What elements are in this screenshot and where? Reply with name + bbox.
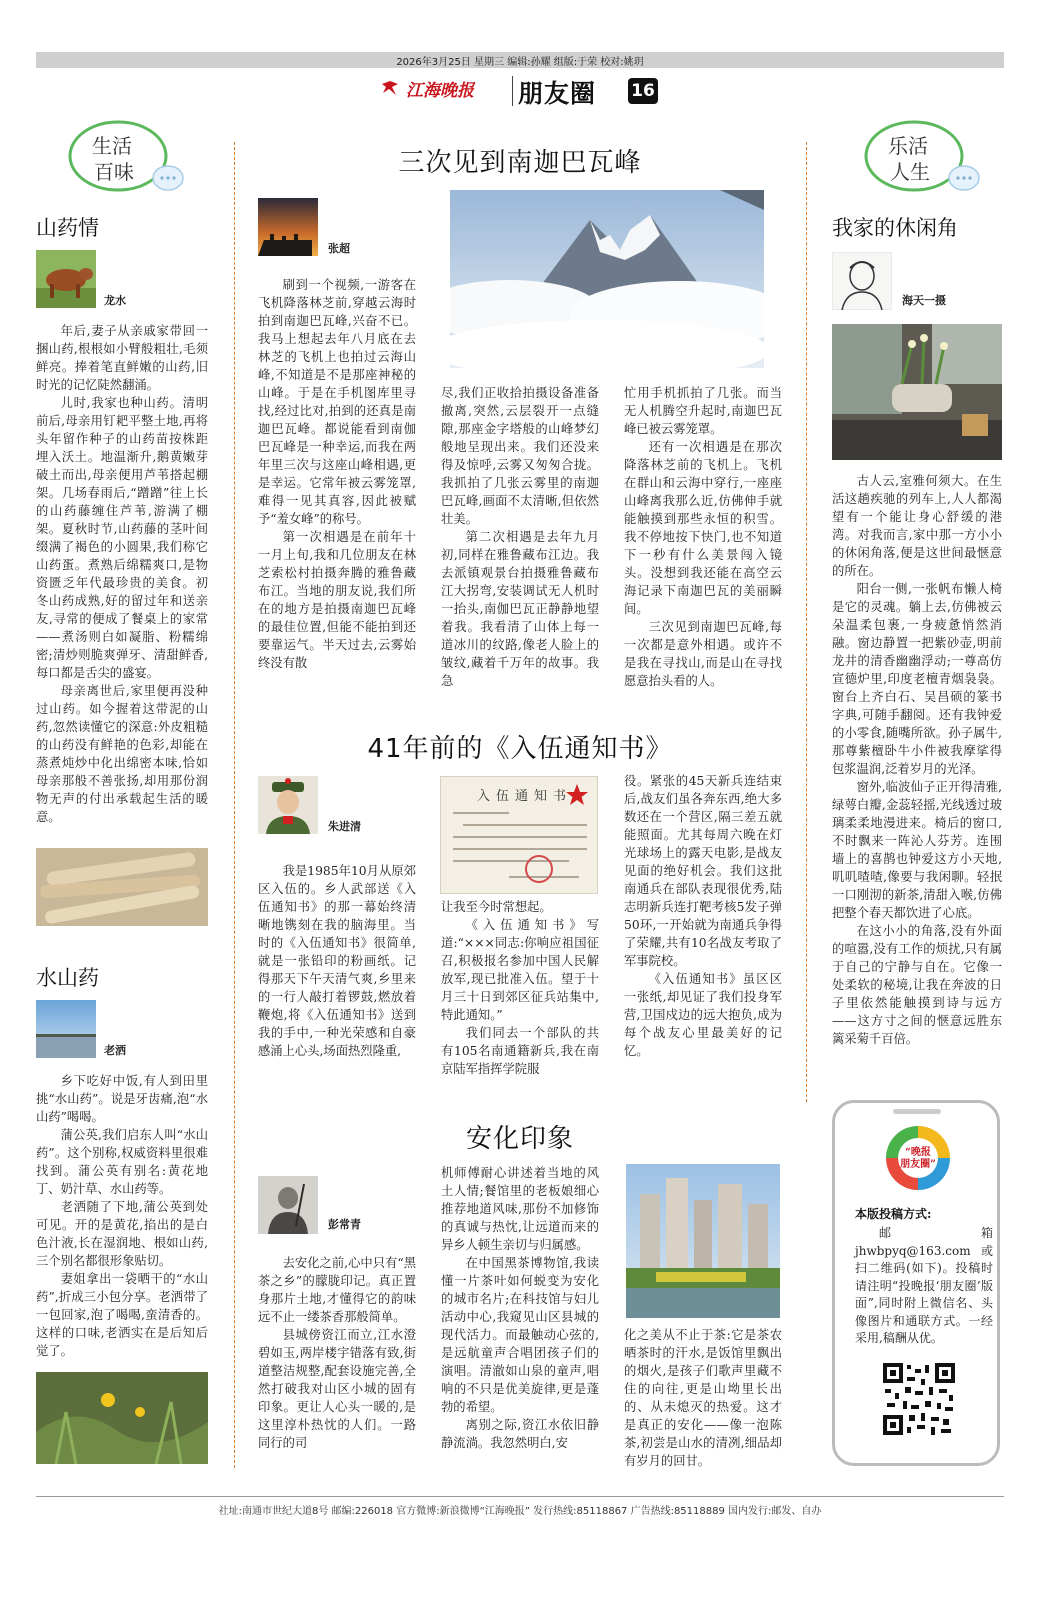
paragraph: 《入伍通知书》写道:“×××同志:你响应祖国征召,积极报名参加中国人民解放军,现已批准入伍。望于十月三十日到郊区征兵站集中,特此通知。”: [441, 918, 599, 1022]
paragraph: 阳台一侧,一张帆布懒人椅是它的灵魂。躺上去,仿佛被云朵温柔包裹,一身疲惫悄然消融。窗边静置一把紫砂壶,明前龙井的清香幽幽浮动;一尊高仿宣德炉里,印度老檀青烟袅袅。窗台上齐白石、吴昌硕的篆书字典,可随手翻阅。还有我钟爱的小零食,随嘴所欲。孙子属牛,那尊紫檀卧牛小件被我摩挲得包浆温润,泛着岁月的光泽。: [832, 582, 1002, 776]
photo-anhua-town: [626, 1164, 780, 1318]
photo-leisure-corner: [832, 324, 1002, 460]
author-zhangchao: 张超: [328, 242, 350, 255]
column-divider-right: [806, 142, 807, 1102]
story1-column-2: [441, 384, 599, 690]
paragraph: 三次见到南迦巴瓦峰,每一次都是意外相遇。或许不是我在寻找山,而是山在寻找愿意抬头看的人。: [624, 620, 782, 688]
paragraph: 儿时,我家也种山药。清明前后,母亲用钉耙平整土地,再将头年留作种子的山药苗按株距埋入沃土。地温渐升,鹅黄嫩芽破土而出,母亲便用芦苇搭起棚架。几场春雨后,“蹭蹭”往上长的山药藤缠住芦苇,游满了棚架。夏秋时节,山药藤的茎叶间缀满了褐色的小圆果,我们称它山药蛋。煮熟后绵糯爽口,是物资匮乏年代最珍贵的美食。初冬山药成熟,好的留过年和送亲友,寻常的便成了餐桌上的家常——煮汤则白如凝脂、粉糯绵密;清炒则脆爽弹牙、清甜鲜香,每口都是舌尖的盛宴。: [36, 396, 208, 680]
headline-enlistment-notice: 41年前的《入伍通知书》: [367, 734, 673, 764]
paragraph: 乡下吃好中饭,有人到田里挑“水山药”。说是牙齿痛,泡“水山药”喝喝。: [36, 1074, 208, 1124]
story2-column-1: [258, 862, 416, 1060]
photo-enlistment-letter: [440, 776, 598, 894]
paragraph: 妻姐拿出一袋晒干的“水山药”,折成三小包分享。老洒带了一包回家,泡了喝喝,蛮清香的。这样的口味,老洒实在是后知后觉了。: [36, 1272, 208, 1358]
masthead-divider: [512, 76, 513, 106]
paragraph: 去安化之前,心中只有“黑茶之乡”的朦胧印记。真正置身那片土地,才懂得它的韵味远不止一缕茶香那般简单。: [258, 1256, 416, 1324]
author-zhujinqing: 朱进清: [328, 820, 361, 833]
qr-code-icon[interactable]: [881, 1361, 957, 1437]
story3-column-3: [624, 1326, 782, 1470]
avatar-longshui: [36, 250, 96, 308]
story2-column-2: [441, 898, 599, 1078]
letter-text-lines: [449, 807, 591, 887]
paragraph: 机师傅耐心讲述着当地的风土人情;餐馆里的老板娘细心推荐地道风味,那份不加修饰的真诚与热忱,让远道而来的异乡人顿生亲切与归属感。: [441, 1166, 599, 1252]
column-divider-left: [234, 142, 235, 1468]
headline-namcha-barwa: 三次见到南迦巴瓦峰: [398, 148, 642, 178]
story1-column-1: [258, 276, 416, 672]
red-star-icon: [565, 783, 589, 807]
story2-column-3: [624, 772, 782, 1060]
paragraph: 我是1985年10月从原郊区入伍的。乡人武部送《入伍通知书》的那一幕始终清晰地镌刻在我的脑海里。当时的《入伍通知书》很简单,就是一张铅印的粉画纸。记得那天下午天清气爽,乡里来的一行人敲打着锣鼓,燃放着鞭炮,将《入伍通知书》送到我的手中,一种光荣感和自豪感涌上心头,场面热烈隆重,: [258, 864, 416, 1058]
article-title-water-yam: 水山药: [36, 966, 99, 990]
badge-life-flavor: [66, 118, 170, 192]
headline-anhua: 安化印象: [465, 1124, 574, 1154]
paragraph: 在这小小的角落,没有外面的喧嚣,没有工作的烦扰,只有属于自己的宁静与自在。它像一处柔软的秘境,让我在奔波的日子里依然能触摸到诗与远方——这方寸之间的惬意远胜东篱采菊千百倍。: [832, 924, 1002, 1046]
avatar-haitian: [832, 252, 892, 310]
photo-yams: [36, 848, 208, 926]
paragraph: 年后,妻子从亲戚家带回一捆山药,根根如小臂般粗壮,毛须鲜亮。捧着笔直鲜嫩的山药,旧时光的记忆陡然翻涌。: [36, 324, 208, 392]
badge-line-1: 生活: [92, 134, 132, 158]
story1-column-3: [624, 384, 782, 690]
author-longshui: 龙水: [104, 294, 126, 307]
paragraph: 尽,我们正收拾拍摄设备准备撤离,突然,云层裂开一点缝隙,那座金字塔般的山峰梦幻般地呈现出来。我们还没来得及惊呼,云雾又匆匆合拢。我抓拍了几张云雾里的南迦巴瓦峰,画面不太清晰,但依然壮美。: [441, 386, 599, 526]
badge-line-2: 人生: [890, 160, 930, 184]
article-body-water-yam: [36, 1072, 208, 1360]
qr-label-1: “晚报: [905, 1147, 931, 1158]
qr-label-2: 朋友圈”: [900, 1159, 936, 1170]
contribute-text: 邮箱jhwbpyq@163.com或扫二维码(如下)。投稿时请注明“投晚报‘朋友圈’版面”,同时附上微信名、头像图片和通联方式。一经采用,稿酬从优。: [855, 1226, 993, 1345]
contribution-box: [832, 1100, 1000, 1466]
avatar-zhangchao: [258, 198, 318, 256]
contribute-body: [855, 1225, 993, 1348]
avatar-zhujinqing: [258, 776, 318, 834]
author-haitian: 海天一摄: [902, 294, 946, 307]
footer-rule: [36, 1496, 1004, 1497]
paragraph: 我们同去一个部队的共有105名南通籍新兵,我在南京陆军指挥学院服: [441, 1026, 599, 1076]
header-info: 2026年3月25日 星期三 编辑:孙耀 组版:于荣 校对:姚玥: [396, 57, 644, 68]
paper-name: 江海晚报: [406, 81, 474, 101]
paragraph: 在中国黑茶博物馆,我读懂一片茶叶如何蜕变为安化的城市名片;在科技馆与妇儿活动中心,我窥见山区县城的现代活力。而最触动心弦的,是远航童声合唱团孩子们的演唱。清澈如山泉的童声,唱响的不只是优美旋律,更是蓬勃的希望。: [441, 1256, 599, 1414]
paragraph: 老洒随了下地,蒲公英到处可见。开的是黄花,掐出的是白色汁液,长在湿润地、根如山药,三个别名都很形象贴切。: [36, 1200, 208, 1268]
article-title-yam: 山药情: [36, 216, 99, 240]
article-body-yam: [36, 322, 208, 826]
paragraph: 母亲离世后,家里便再没种过山药。如今握着这带泥的山药,忽然读懂它的深意:外皮粗糙的山药没有鲜艳的色彩,却能在蒸煮炖炒中化出绵密本味,恰如母亲那般不善张扬,却用那份润物无声的付出承载起生活的暖意。: [36, 684, 208, 824]
paragraph: 离别之际,资江水依旧静静流淌。我忽然明白,安: [441, 1418, 599, 1450]
story3-column-2: [441, 1164, 599, 1452]
paragraph: 《入伍通知书》虽区区一张纸,却见证了我们投身军营,卫国戍边的远大抱负,成为每个战友心里最美好的记忆。: [624, 972, 782, 1058]
contribute-title: 本版投稿方式:: [855, 1207, 932, 1221]
paragraph: 窗外,临波仙子正开得清雅,绿萼白瓣,金蕊轻摇,光线透过玻璃柔柔地漫进来。椅后的窗口,不时飘来一阵沁人芬芳。连围墙上的喜鹊也钟爱这方小天地,叽叽喳喳,像要与我闲聊。轻抿一口刚沏的新茶,清甜入喉,仿佛把整个春天都饮进了心底。: [832, 780, 1002, 920]
paragraph: 蒲公英,我们启东人叫“水山药”。这个别称,权威资料里很难找到。蒲公英有别名:黄花地丁、奶汁草、水山药等。: [36, 1128, 208, 1196]
badge-happy-life: [862, 118, 966, 192]
phone-notch: [893, 1109, 941, 1114]
section-title: 朋友圈: [518, 79, 597, 108]
article-title-leisure-corner: 我家的休闲角: [832, 216, 958, 240]
paragraph: 让我至今时常想起。: [441, 900, 552, 914]
badge-line-1: 乐活: [888, 134, 928, 158]
article-body-leisure-corner: [832, 472, 1002, 1048]
page-number: 16: [628, 78, 658, 104]
paragraph: 第二次相遇是去年九月初,同样在雅鲁藏布江边。我去派镇观景台拍摄雅鲁藏布江大拐弯,安装调试无人机时一抬头,南伽巴瓦正静静地望着我。我看清了山体上每一道冰川的纹路,像老人脸上的皱纹,藏着千万年的故事。我急: [441, 530, 599, 688]
paragraph: 役。紧张的45天新兵连结束后,战友们虽各奔东西,绝大多数还在一个营区,隔三差五就能照面。尤其每周六晚在灯光球场上的露天电影,是战友见面的绝好机会。我们这批南通兵在部队表现很优秀,陆志明新兵连打靶考核5发子弹50环,一开始就为南通兵争得了荣耀,共有10名战友考取了军事院校。: [624, 774, 782, 968]
masthead: [380, 72, 680, 108]
photo-dandelions: [36, 1372, 208, 1464]
footer: 社址:南通市世纪大道8号 邮编:226018 官方微博:新浪微博“江海晚报” 发行热线:85118867 广告热线:85118889 国内发行:邮发、自办: [218, 1506, 822, 1517]
paragraph: 忙用手机抓拍了几张。而当无人机腾空升起时,南迦巴瓦峰已被云雾笼罩。: [624, 386, 782, 436]
paragraph: 化之美从不止于茶:它是茶农晒茶时的汗水,是饭馆里飘出的烟火,是孩子们歌声里藏不住的向往,更是山坳里长出的、从未熄灭的热爱。这才是真正的安化——像一泡陈茶,初尝是山水的清冽,细品却有岁月的回甘。: [624, 1328, 782, 1468]
header-info-bar: [36, 52, 1004, 68]
paragraph: 第一次相遇是在前年十一月上旬,我和几位朋友在林芝索松村拍摄奔腾的雅鲁藏布江。当地的朋友说,我们所在的地方是拍摄南迦巴瓦峰的最佳位置,但能不能拍到还要靠运气。半天过去,云雾始终没有散: [258, 530, 416, 670]
paragraph: 刷到一个视频,一游客在飞机降落林芝前,穿越云海时拍到南迦巴瓦峰,兴奋不已。我马上想起去年八月底在去林芝的飞机上也拍过云海山峰,不知道是不是那座神秘的山峰。于是在手机图库里寻找,经过比对,拍到的还真是南迦巴瓦峰。都说能看到南伽巴瓦峰是一种幸运,而我在两年里三次与这座山峰相遇,更是幸运。它常年被云雾笼罩,难得一见其真容,因此被赋予“羞女峰”的称号。: [258, 278, 416, 526]
story3-column-1: [258, 1254, 416, 1452]
paper-logo-icon: [380, 78, 400, 98]
avatar-laosa: [36, 1000, 96, 1058]
letter-heading: 入伍通知书: [477, 789, 573, 804]
paragraph: 县城傍资江而立,江水澄碧如玉,两岸楼宇错落有致,街道整洁规整,配套设施完善,全然打破我对山区小城的固有印象。更让人心头一暖的,是这里淳朴热忱的人们。一路同行的司: [258, 1328, 416, 1450]
badge-line-2: 百味: [94, 160, 134, 184]
avatar-pengchangqing: [258, 1176, 318, 1234]
author-laosa: 老洒: [104, 1044, 126, 1057]
author-pengchangqing: 彭常青: [328, 1218, 361, 1231]
paragraph: 还有一次相遇是在那次降落林芝前的飞机上。飞机在群山和云海中穿行,一座座山峰离我那么近,仿佛伸手就能触摸到那些永恒的积雪。我不停地按下快门,也不知道下一秒有什么美景闯入镜头。没想到我还能在高空云海记录下南迦巴瓦的美丽瞬间。: [624, 440, 782, 616]
photo-mountain-clouds: [450, 190, 764, 368]
paragraph: 古人云,室雅何须大。在生活这趟疾驰的列车上,人人都渴望有一个能让身心舒缓的港湾。对我而言,家中那一方小小的休闲角落,便是这世间最惬意的所在。: [832, 474, 1002, 578]
